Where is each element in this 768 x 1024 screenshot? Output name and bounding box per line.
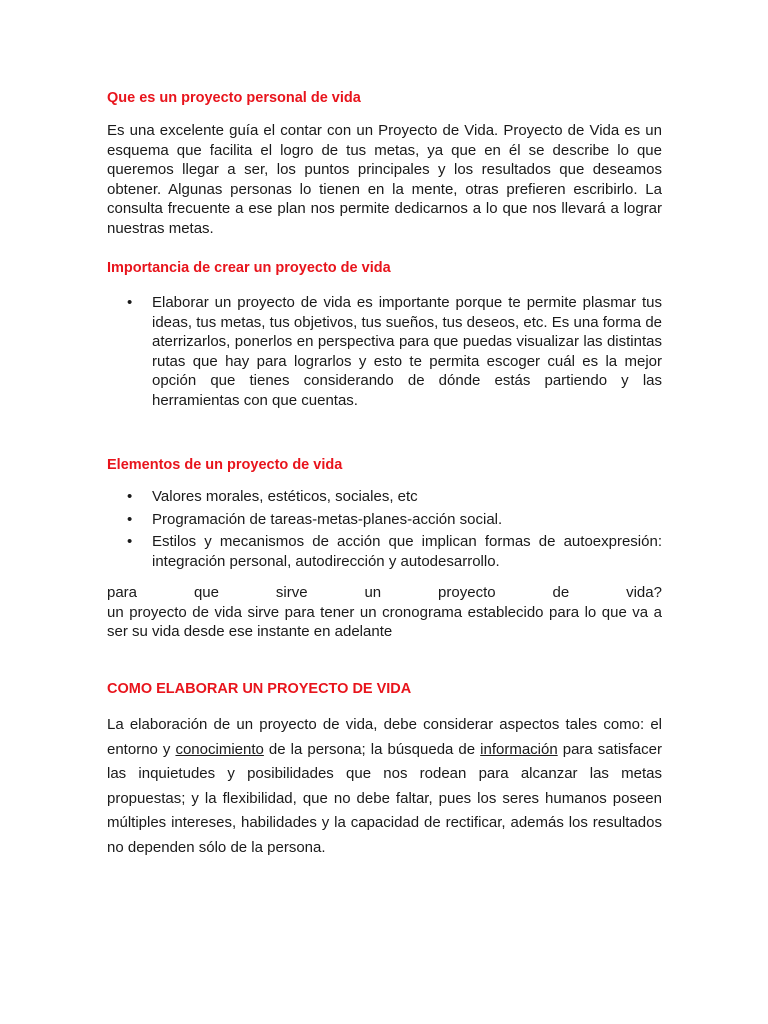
list-elementos xyxy=(107,487,662,574)
answer-text: un proyecto de vida sirve para tener un cronograma establecido para lo que va a ser su vida desde ese instante en adelante xyxy=(107,603,662,641)
paragraph-como-elaborar: La elaboración de un proyecto de vida, debe considerar aspectos tales como: el entorno y conocimiento de la persona; la búsqueda de información para satisfacer las inquietudes y posibilidades que nos rodean para alcanzar las metas propuestas; y la flexibilidad, que no debe faltar, pues los seres humanos poseen múltiples intereses, habilidades y la capacidad de rectificar, además los resultados no dependen sólo de la persona. xyxy=(107,716,662,856)
paragraph-para-que-sirve xyxy=(107,583,662,642)
link-informacion[interactable]: información xyxy=(480,740,558,758)
heading-elementos: Elementos de un proyecto de vida xyxy=(107,457,343,473)
list-item: • Programación de tareas-metas-planes-acción social. xyxy=(127,510,503,528)
list-item: • Elaborar un proyecto de vida es importante porque te permite plasmar tus ideas, tus metas, tus objetivos, tus sueños, tus deseos, etc. Es una forma de aterrizarlos, ponerlos en perspectiva para que puedas visualizar las distintas rutas que hay para lograrlos y esto te permita escoger cuál es la mejor opción que tienes considerando de dónde estás partiendo y las herramientas con que cuentas. xyxy=(127,294,662,409)
heading-importancia: Importancia de crear un proyecto de vida xyxy=(107,260,391,276)
bullet-icon: • xyxy=(127,533,133,551)
paragraph-que-es: Es una excelente guía el contar con un Proyecto de Vida. Proyecto de Vida es un esquema que facilita el logro de tus metas, ya que en él se describe lo que queremos llegar a ser, los puntos principales y los resultados que deseamos obtener. Algunas personas lo tienen en la mente, otras prefieren escribirlo. La consulta frecuente a ese plan nos permite dedicarnos a lo que nos llevará a lograr nuestras metas. xyxy=(107,122,662,237)
list-importancia xyxy=(107,293,662,414)
bullet-icon: • xyxy=(127,488,133,505)
question-line: para que sirve un proyecto de vida? xyxy=(107,584,662,601)
heading-como-elaborar: COMO ELABORAR UN PROYECTO DE VIDA xyxy=(107,681,412,697)
list-item: • Valores morales, estéticos, sociales, etc xyxy=(127,488,418,505)
bullet-icon: • xyxy=(127,510,133,528)
heading-que-es: Que es un proyecto personal de vida xyxy=(107,90,361,106)
link-conocimiento[interactable]: conocimiento xyxy=(175,740,264,758)
bullet-icon: • xyxy=(127,294,133,311)
list-item: • Estilos y mecanismos de acción que implican formas de autoexpresión: integración personal, autodirección y autodesarrollo. xyxy=(127,533,662,570)
